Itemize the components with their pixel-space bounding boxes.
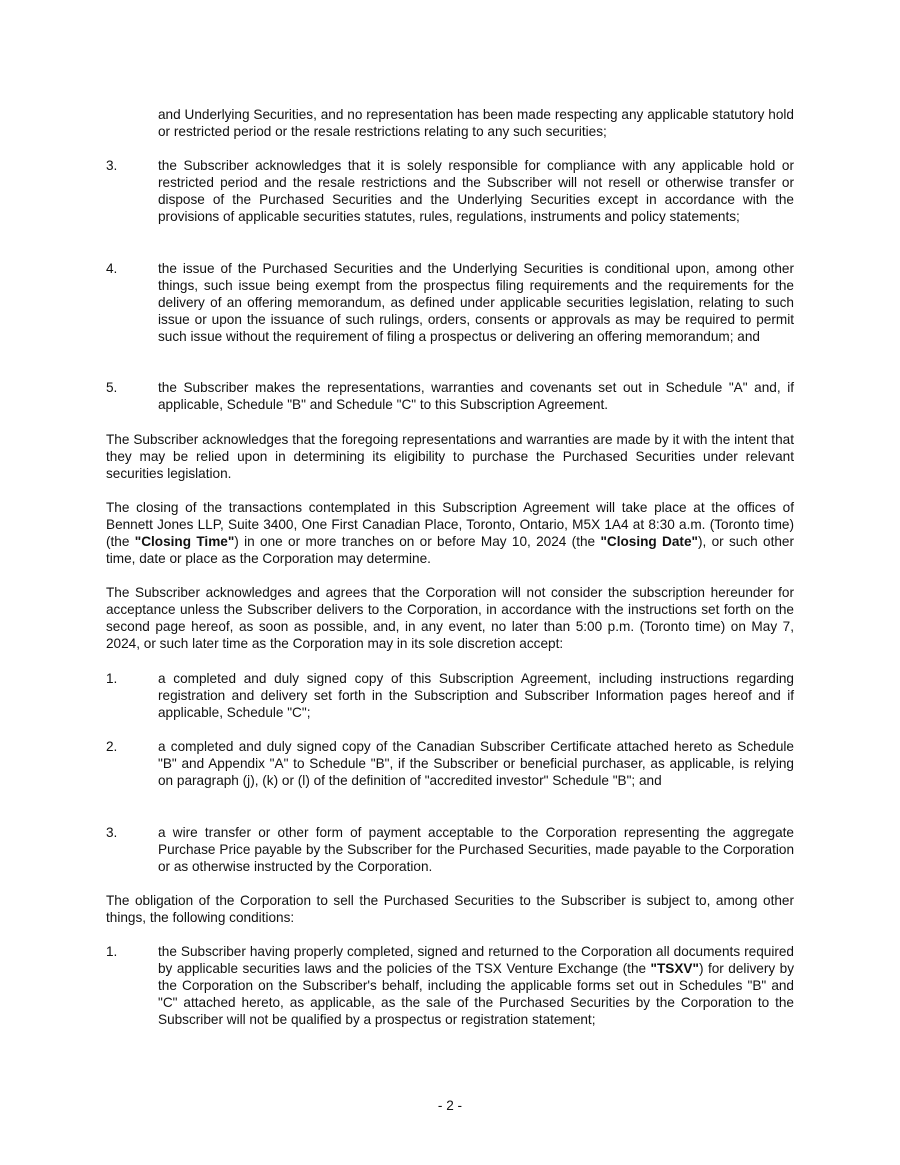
closing-date-term: "Closing Date" (600, 534, 698, 549)
list-text: the Subscriber having properly completed, signed and returned to the Corporation all documents required by applicable securities laws and the policies of the TSX Venture Exchange (the "TSXV") for delivery by the Corporation on the Subscriber's behalf, including the applicable forms set out in Schedules "B" and "C" attached hereto, as applicable, as the sale of the Purchased Securities by the Corporation to the Subscriber will not be qualified by a prospectus or registration statement; (158, 944, 794, 1027)
acknowledgement-paragraph: The Subscriber acknowledges that the foregoing representations and warranties are made by it with the intent that they may be relied upon in determining its eligibility to purchase the Purchased Securities under relevant securities legislation. (106, 432, 794, 481)
list-text: a wire transfer or other form of payment acceptable to the Corporation representing the aggregate Purchase Price payable by the Subscriber for the Purchased Securities, made payable to the Corporation or as otherwise instructed by the Corporation. (158, 825, 794, 874)
list-text: the issue of the Purchased Securities and the Underlying Securities is conditional upon, among other things, such issue being exempt from the prospectus filing requirements and the requirements for the delivery of an offering memorandum, as defined under applicable securities legislation, relating to such issue or upon the issuance of such rulings, orders, consents or approvals as may be required to permit such issue without the requirement of filing a prospectus or delivering an offering memorandum; and (158, 261, 794, 344)
list-number: 4. (106, 261, 118, 276)
closing-time-term: "Closing Time" (134, 534, 235, 549)
list-number: 3. (106, 158, 118, 173)
page-number: - 2 - (437, 1098, 463, 1113)
continuation-paragraph: and Underlying Securities, and no representation has been made respecting any applicable statutory hold or restricted period or the resale restrictions relating to any such securities; (158, 107, 794, 139)
list-number: 1. (106, 671, 118, 686)
tsxv-term: "TSXV" (650, 961, 699, 976)
list-text: a completed and duly signed copy of the Canadian Subscriber Certificate attached hereto as Schedule "B" and Appendix "A" to Schedule "B", if the Subscriber or beneficial purchaser, as applicable, is relying on paragraph (j), (k) or (l) of the definition of "accredited investor" Schedule "B"; and (158, 739, 794, 788)
list-number: 5. (106, 380, 118, 395)
list-number: 1. (106, 944, 118, 959)
list-text: the Subscriber acknowledges that it is solely responsible for compliance with any applicable hold or restricted period and the resale restrictions and the Subscriber will not resell or otherwise transfer or dispose of the Purchased Securities and the Underlying Securities except in accordance with the provisions of applicable securities statutes, rules, regulations, instruments and policy statements; (158, 158, 794, 224)
obligation-paragraph: The obligation of the Corporation to sell the Purchased Securities to the Subscriber is subject to, among other things, the following conditions: (106, 893, 794, 925)
closing-paragraph: The closing of the transactions contemplated in this Subscription Agreement will take place at the offices of Bennett Jones LLP, Suite 3400, One First Canadian Place, Toronto, Ontario, M5X 1A4 at 8:30 a.m. (Toronto time) (the "Closing Time") in one or more tranches on or before May 10, 2024 (the "Closing Date"), or such other time, date or place as the Corporation may determine. (106, 500, 795, 566)
list-number: 2. (106, 739, 118, 754)
list-number: 3. (106, 825, 118, 840)
list-text: the Subscriber makes the representations, warranties and covenants set out in Schedule "A" and, if applicable, Schedule "B" and Schedule "C" to this Subscription Agreement. (158, 380, 794, 412)
delivery-paragraph: The Subscriber acknowledges and agrees that the Corporation will not consider the subscription hereunder for acceptance unless the Subscriber delivers to the Corporation, in accordance with the instructions set forth on the second page hereof, as soon as possible, and, in any event, no later than 5:00 p.m. (Toronto time) on May 7, 2024, or such later time as the Corporation may in its sole discretion accept: (106, 585, 794, 651)
list-text: a completed and duly signed copy of this Subscription Agreement, including instructions regarding registration and delivery set forth in the Subscription and Subscriber Information pages hereof and if applicable, Schedule "C"; (158, 671, 794, 720)
